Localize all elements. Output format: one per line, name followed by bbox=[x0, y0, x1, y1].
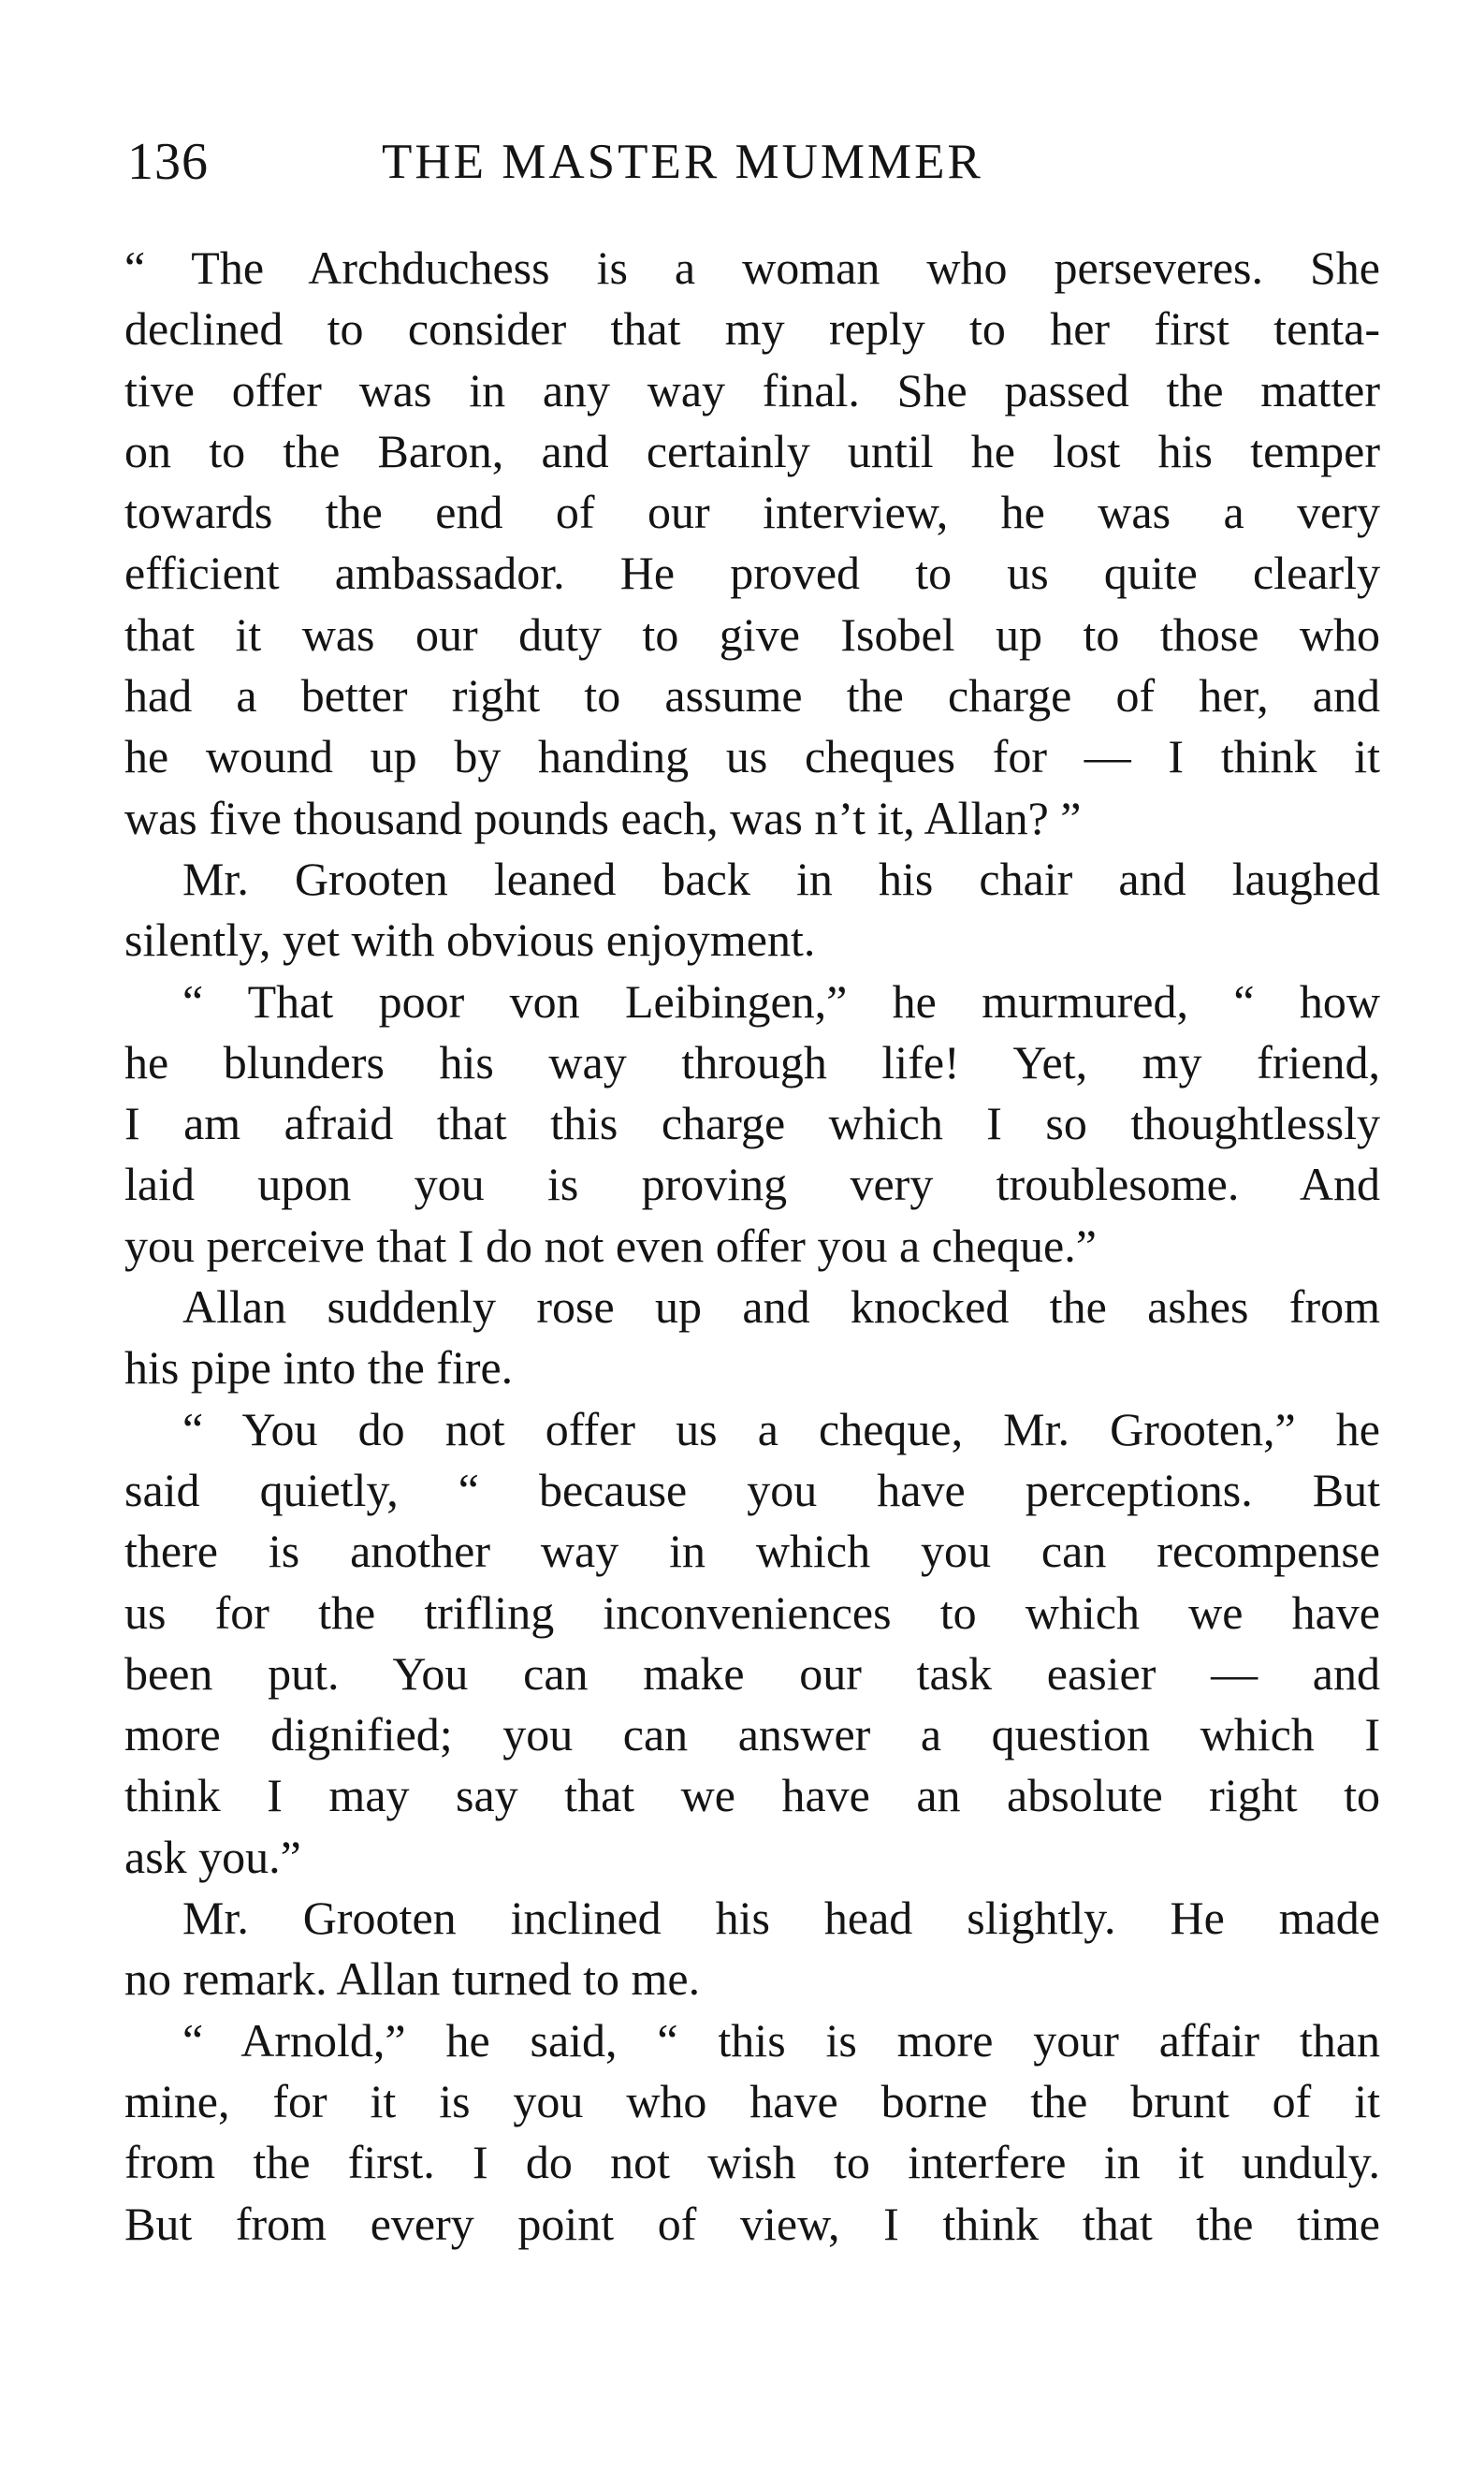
text-line: think I may say that we have an absolute right to bbox=[124, 1769, 1380, 1822]
text-line: mine, for it is you who have borne the brunt of it bbox=[124, 2074, 1380, 2127]
page-number: 136 bbox=[127, 133, 209, 191]
running-head: THE MASTER MUMMER bbox=[382, 135, 983, 189]
text-line: “ You do not offer us a cheque, Mr. Grooten,” he bbox=[182, 1402, 1380, 1455]
text-line: from the first. I do not wish to interfere in it unduly. bbox=[124, 2136, 1380, 2189]
body-text bbox=[124, 238, 1380, 2255]
page-header bbox=[127, 129, 1381, 195]
text-line: “ That poor von Leibingen,” he murmured, “ how bbox=[182, 974, 1380, 1028]
text-line: was five thousand pounds each, was n’t it, Allan? ” bbox=[124, 791, 1082, 844]
text-line: he wound up by handing us cheques for — I think it bbox=[124, 730, 1380, 783]
text-line: Allan suddenly rose up and knocked the ashes from bbox=[182, 1280, 1380, 1334]
text-line: on to the Baron, and certainly until he lost his temper bbox=[124, 424, 1380, 477]
text-line: tive offer was in any way final. She passed the matter bbox=[124, 363, 1380, 416]
text-line: there is another way in which you can recompense bbox=[124, 1525, 1380, 1578]
text-line: ask you.” bbox=[124, 1830, 301, 1883]
text-line: you perceive that I do not even offer you a cheque.” bbox=[124, 1219, 1097, 1272]
text-line: been put. You can make our task easier — and bbox=[124, 1646, 1380, 1700]
text-line: us for the trifling inconveniences to which we have bbox=[124, 1585, 1380, 1639]
text-line: he blunders his way through life! Yet, my friend, bbox=[124, 1035, 1380, 1088]
text-line: silently, yet with obvious enjoyment. bbox=[124, 913, 816, 967]
text-line: said quietly, “ because you have perceptions. But bbox=[124, 1463, 1380, 1516]
text-line: no remark. Allan turned to me. bbox=[124, 1952, 701, 2006]
text-line: Mr. Grooten leaned back in his chair and laughed bbox=[182, 852, 1380, 905]
text-line: I am afraid that this charge which I so thoughtlessly bbox=[124, 1097, 1380, 1150]
text-line: “ The Archduchess is a woman who perseveres. She bbox=[124, 241, 1380, 294]
text-line: had a better right to assume the charge of her, and bbox=[124, 669, 1380, 723]
text-line: declined to consider that my reply to her first tenta- bbox=[124, 302, 1380, 356]
text-line: efficient ambassador. He proved to us quite clearly bbox=[124, 547, 1380, 600]
text-line: laid upon you is proving very troublesome. And bbox=[124, 1158, 1380, 1211]
text-line: “ Arnold,” he said, “ this is more your affair than bbox=[182, 2013, 1380, 2067]
text-line: Mr. Grooten inclined his head slightly. He made bbox=[182, 1892, 1380, 1945]
text-line: But from every point of view, I think that the time bbox=[124, 2197, 1380, 2250]
text-line: his pipe into the fire. bbox=[124, 1341, 514, 1395]
text-line: towards the end of our interview, he was a very bbox=[124, 486, 1380, 539]
text-line: more dignified; you can answer a question which I bbox=[124, 1708, 1380, 1761]
text-line: that it was our duty to give Isobel up to those who bbox=[124, 607, 1380, 661]
